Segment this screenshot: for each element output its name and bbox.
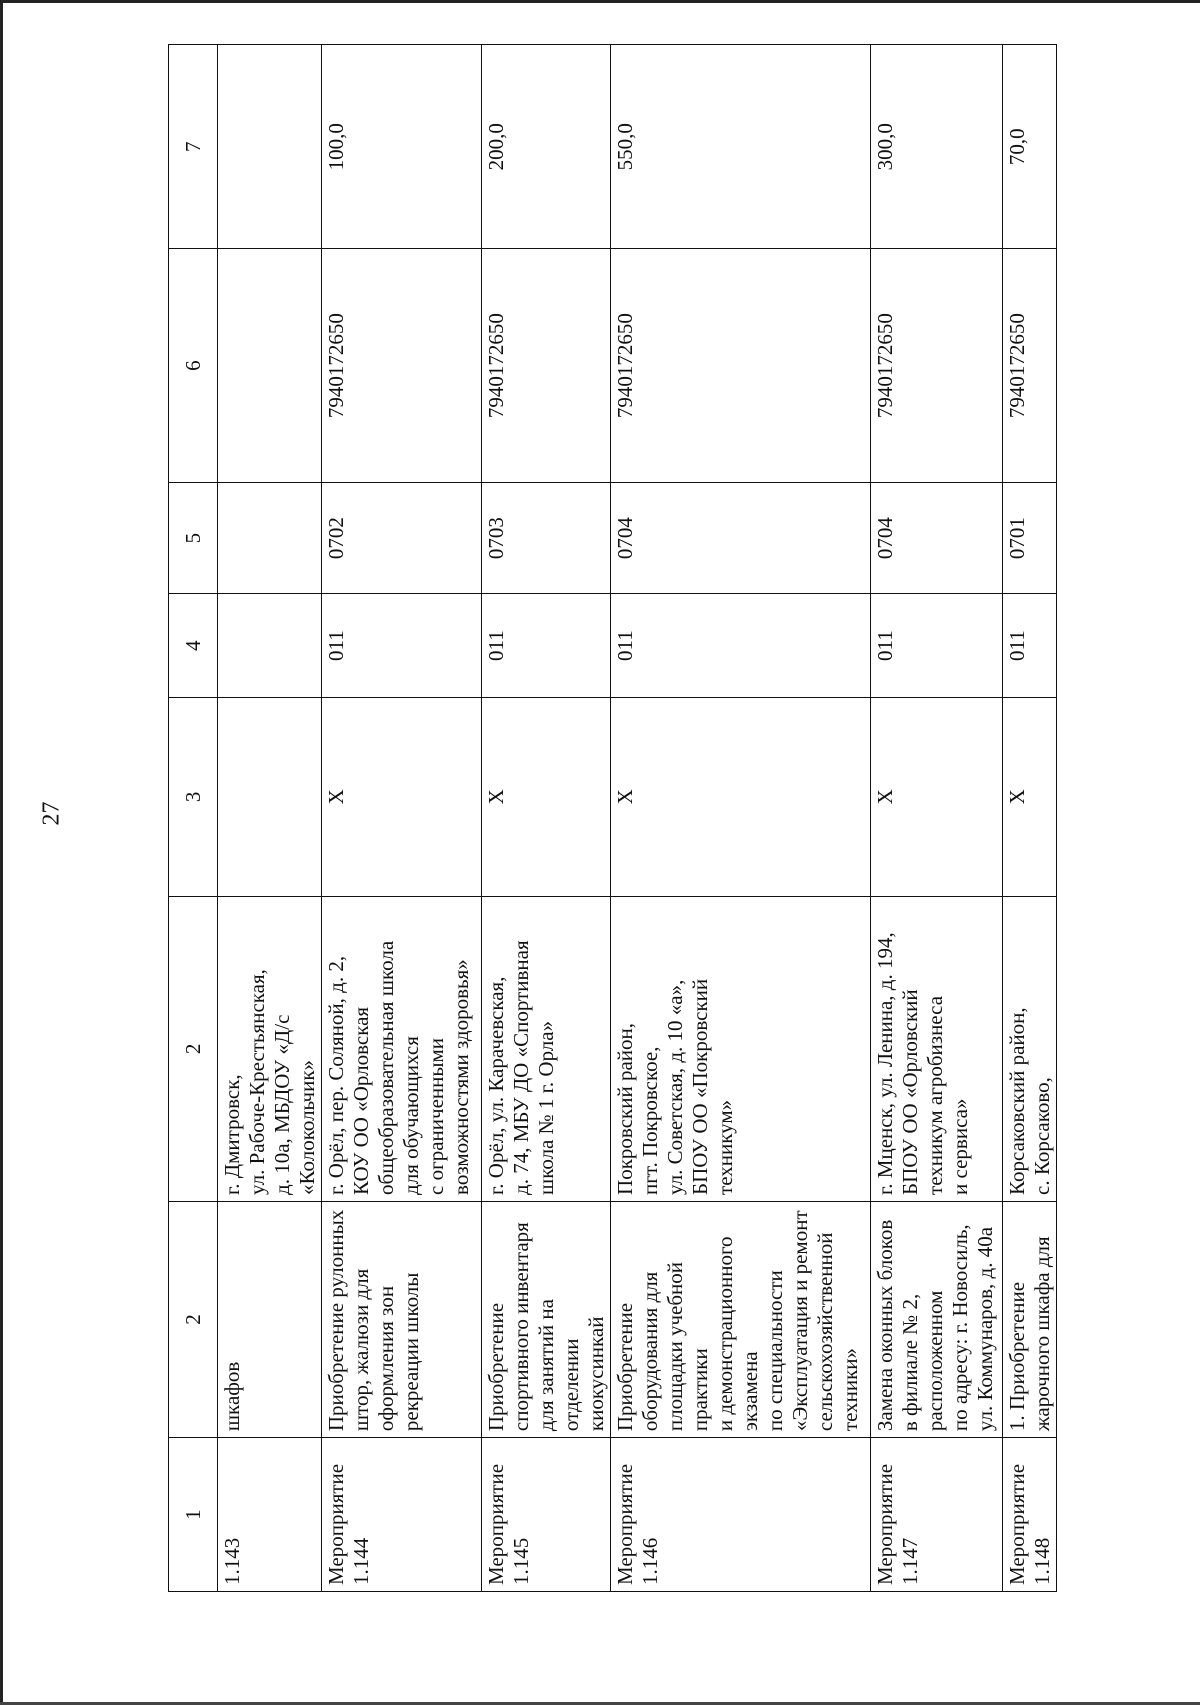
event-address: г. Орёл, пер. Соляной, д. 2, КОУ ОО «Орловская общеобразовательная школа для обучающихся с ограниченными возможностями здоровья» [322,896,482,1201]
header-col-7: 7 [169,45,218,249]
target-code-cell: 7940172650 [322,249,482,483]
target-code-cell: 7940172650 [482,249,611,483]
code-cell: 011 [871,594,1003,697]
header-col-4: 4 [169,594,218,697]
table-row [611,45,871,1592]
code-cell: 011 [322,594,482,697]
table-row [482,45,611,1592]
target-code-cell: 7940172650 [1003,249,1057,483]
mark-cell: X [611,697,871,896]
code-cell: 011 [1003,594,1057,697]
event-address: Покровский район, пгт. Покровское, ул. Советская, д. 10 «а», БПОУ ОО «Покровский техникум» [611,896,871,1201]
section-cell: 0703 [482,482,611,593]
header-col-1: 1 [169,1438,218,1592]
header-col-3: 3 [169,697,218,896]
section-cell: 0701 [1003,482,1057,593]
event-number: Мероприятие 1.145 [482,1438,611,1592]
mark-cell: X [1003,697,1057,896]
target-code-cell: 7940172650 [611,249,871,483]
table-row [218,45,322,1592]
mark-cell: X [322,697,482,896]
table-row [322,45,482,1592]
event-description: Приобретение рулонных штор, жалюзи для оформления зон рекреации школы [322,1201,482,1437]
event-number: Мероприятие 1.144 [322,1438,482,1592]
section-cell: 0704 [611,482,871,593]
event-description: 1. Приобретение жарочного шкафа для [1003,1201,1057,1437]
section-cell: 0702 [322,482,482,593]
code-cell [218,594,322,697]
event-description: Замена оконных блоков в филиале № 2, расположенном по адресу: г. Новосиль, ул. Коммунаров, д. 40а [871,1201,1003,1437]
event-number: Мероприятие 1.147 [871,1438,1003,1592]
event-description: Приобретение оборудования для площадки учебной практики и демонстрационного экзамена по специальности «Эксплуатация и ремонт сельскохозяйственной техники» [611,1201,871,1437]
header-col-5: 5 [169,482,218,593]
event-description: шкафов [218,1201,322,1437]
amount-cell: 550,0 [611,45,871,249]
event-number: Мероприятие 1.146 [611,1438,871,1592]
page-number: 27 [38,801,65,826]
event-address: Корсаковский район, с. Корсаково, [1003,896,1057,1201]
header-col-2a: 2 [169,1201,218,1437]
mark-cell: X [871,697,1003,896]
code-cell: 011 [611,594,871,697]
header-col-2b: 2 [169,896,218,1201]
amount-cell: 300,0 [871,45,1003,249]
amount-cell: 200,0 [482,45,611,249]
target-code-cell [218,249,322,483]
event-number: 1.143 [218,1438,322,1592]
mark-cell [218,697,322,896]
header-col-6: 6 [169,249,218,483]
table-row [871,45,1003,1592]
section-cell: 0704 [871,482,1003,593]
event-number: Мероприятие 1.148 [1003,1438,1057,1592]
amount-cell: 70,0 [1003,45,1057,249]
section-cell [218,482,322,593]
scan-border-top [0,0,1200,3]
scan-border-left [0,0,3,1705]
event-address: г. Орёл, ул. Карачевская, д. 74, МБУ ДО «Спортивная школа № 1 г. Орла» [482,896,611,1201]
event-address: г. Мценск, ул. Ленина, д. 194, БПОУ ОО «Орловский техникум агробизнеса и сервиса» [871,896,1003,1201]
target-code-cell: 7940172650 [871,249,1003,483]
table-row [1003,45,1057,1592]
amount-cell [218,45,322,249]
code-cell: 011 [482,594,611,697]
event-description: Приобретение спортивного инвентаря для занятий на отделении киокусинкай [482,1201,611,1437]
budget-table [168,44,1057,1592]
header-row [169,45,218,1592]
rotated-page [168,44,1054,1592]
event-address: г. Дмитровск, ул. Рабоче-Крестьянская, д. 10а, МБДОУ «Д/с «Колокольчик» [218,896,322,1201]
amount-cell: 100,0 [322,45,482,249]
mark-cell: X [482,697,611,896]
